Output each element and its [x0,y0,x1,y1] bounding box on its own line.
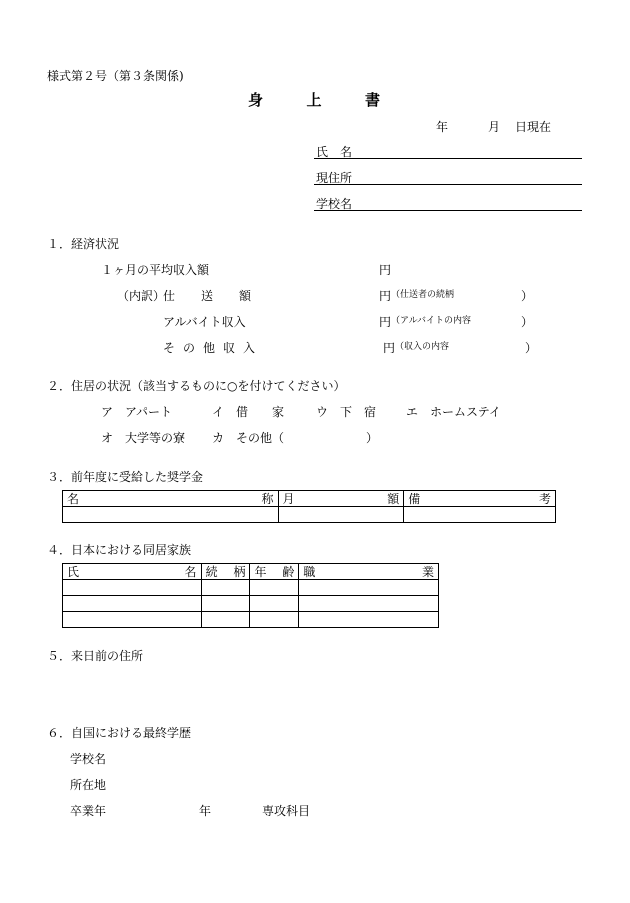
avg-income-yen: 円 [379,263,392,277]
table-cell[interactable] [404,507,556,523]
other-char: 入 [242,341,255,355]
table-cell[interactable] [299,580,439,596]
other-char: そ [163,341,176,355]
col-age: 年 齢 [250,564,299,580]
date-day-label: 日現在 [515,120,552,134]
col-monthly-amount: 月 額 [278,491,404,507]
remit-label [163,290,251,302]
major-label: 専攻科目 [262,804,311,818]
table-cell[interactable] [250,580,299,596]
table-cell[interactable] [63,612,202,628]
family-table [62,563,439,628]
form-number: 様式第２号（第３条関係) [47,69,184,83]
applicant-school-label: 学校名 [316,197,353,211]
other-income-label [163,342,255,354]
housing-option-homestay[interactable]: エ ホームステイ [406,405,501,419]
final-school-label: 学校名 [70,752,107,766]
other-char: の [182,341,195,355]
section-3-heading: ３．前年度に受給した奨学金 [47,470,204,484]
family-header-row [63,564,439,580]
date-year: 年 [436,120,449,134]
other-char: 収 [222,341,235,355]
section-5-heading: ５．来日前の住所 [47,649,144,663]
applicant-address-line[interactable] [314,184,582,185]
table-cell[interactable] [250,612,299,628]
applicant-name-line[interactable] [314,158,582,159]
date-month: 月 [488,120,501,134]
col-name: 名 称 [63,491,279,507]
table-row [63,596,439,612]
housing-option-boarding[interactable]: ウ 下 宿 [316,405,377,419]
document-title [248,93,380,108]
parttime-paren-label: （アルバイトの内容 [391,316,472,326]
remit-char: 額 [238,289,251,303]
section-4-heading: ４．日本における同居家族 [47,543,192,557]
applicant-name-label: 氏 名 [316,145,353,159]
col-relationship: 続 柄 [201,564,250,580]
remit-paren-label: （仕送者の続柄 [391,290,455,300]
table-cell[interactable] [250,596,299,612]
table-cell[interactable] [63,596,202,612]
table-cell[interactable] [299,612,439,628]
school-location-label: 所在地 [70,778,107,792]
graduation-year-label: 卒業年 [70,804,107,818]
remit-yen: 円 [379,289,392,303]
scholarship-header-row [63,491,556,507]
section-6-heading: ６．自国における最終学歴 [47,726,192,740]
housing-option-rented-house[interactable]: イ 借 家 [212,405,285,419]
parttime-label: アルバイト収入 [163,315,246,329]
table-cell[interactable] [201,612,250,628]
remit-paren-close: ） [521,289,534,303]
housing-option-apartment[interactable]: ア アパート [101,405,173,419]
col-remarks: 備 考 [404,491,556,507]
table-row [63,507,556,523]
table-cell[interactable] [63,580,202,596]
table-cell[interactable] [201,596,250,612]
remit-char: 送 [200,289,213,303]
section-1-heading: １．経済状況 [47,237,120,251]
title-char: 上 [306,91,322,109]
applicant-address-label: 現住所 [316,171,353,185]
table-row [63,580,439,596]
other-income-paren-close: ） [525,341,538,355]
title-char: 書 [364,91,380,109]
parttime-paren-close: ） [521,315,534,329]
table-cell[interactable] [201,580,250,596]
col-family-name: 氏 名 [63,564,202,580]
avg-income-label: １ヶ月の平均収入額 [101,263,210,277]
other-income-paren-label: （収入の内容 [395,342,450,352]
applicant-school-line[interactable] [314,210,582,211]
graduation-year-unit: 年 [199,804,212,818]
table-cell[interactable] [278,507,404,523]
section-2-heading: ２．住居の状況（該当するものに○を付けてください） [47,379,346,393]
breakdown-label: （内訳） [117,289,166,303]
housing-other-close: ） [366,431,379,445]
title-char: 身 [248,91,264,109]
housing-option-other[interactable]: カ その他（ [212,431,285,445]
col-occupation: 職 業 [299,564,439,580]
other-income-yen: 円 [383,341,396,355]
table-row [63,612,439,628]
scholarship-table [62,490,556,523]
other-char: 他 [202,341,215,355]
table-cell[interactable] [299,596,439,612]
table-cell[interactable] [63,507,279,523]
parttime-yen: 円 [379,315,392,329]
remit-char: 仕 [163,289,176,303]
housing-option-dormitory[interactable]: オ 大学等の寮 [101,431,186,445]
